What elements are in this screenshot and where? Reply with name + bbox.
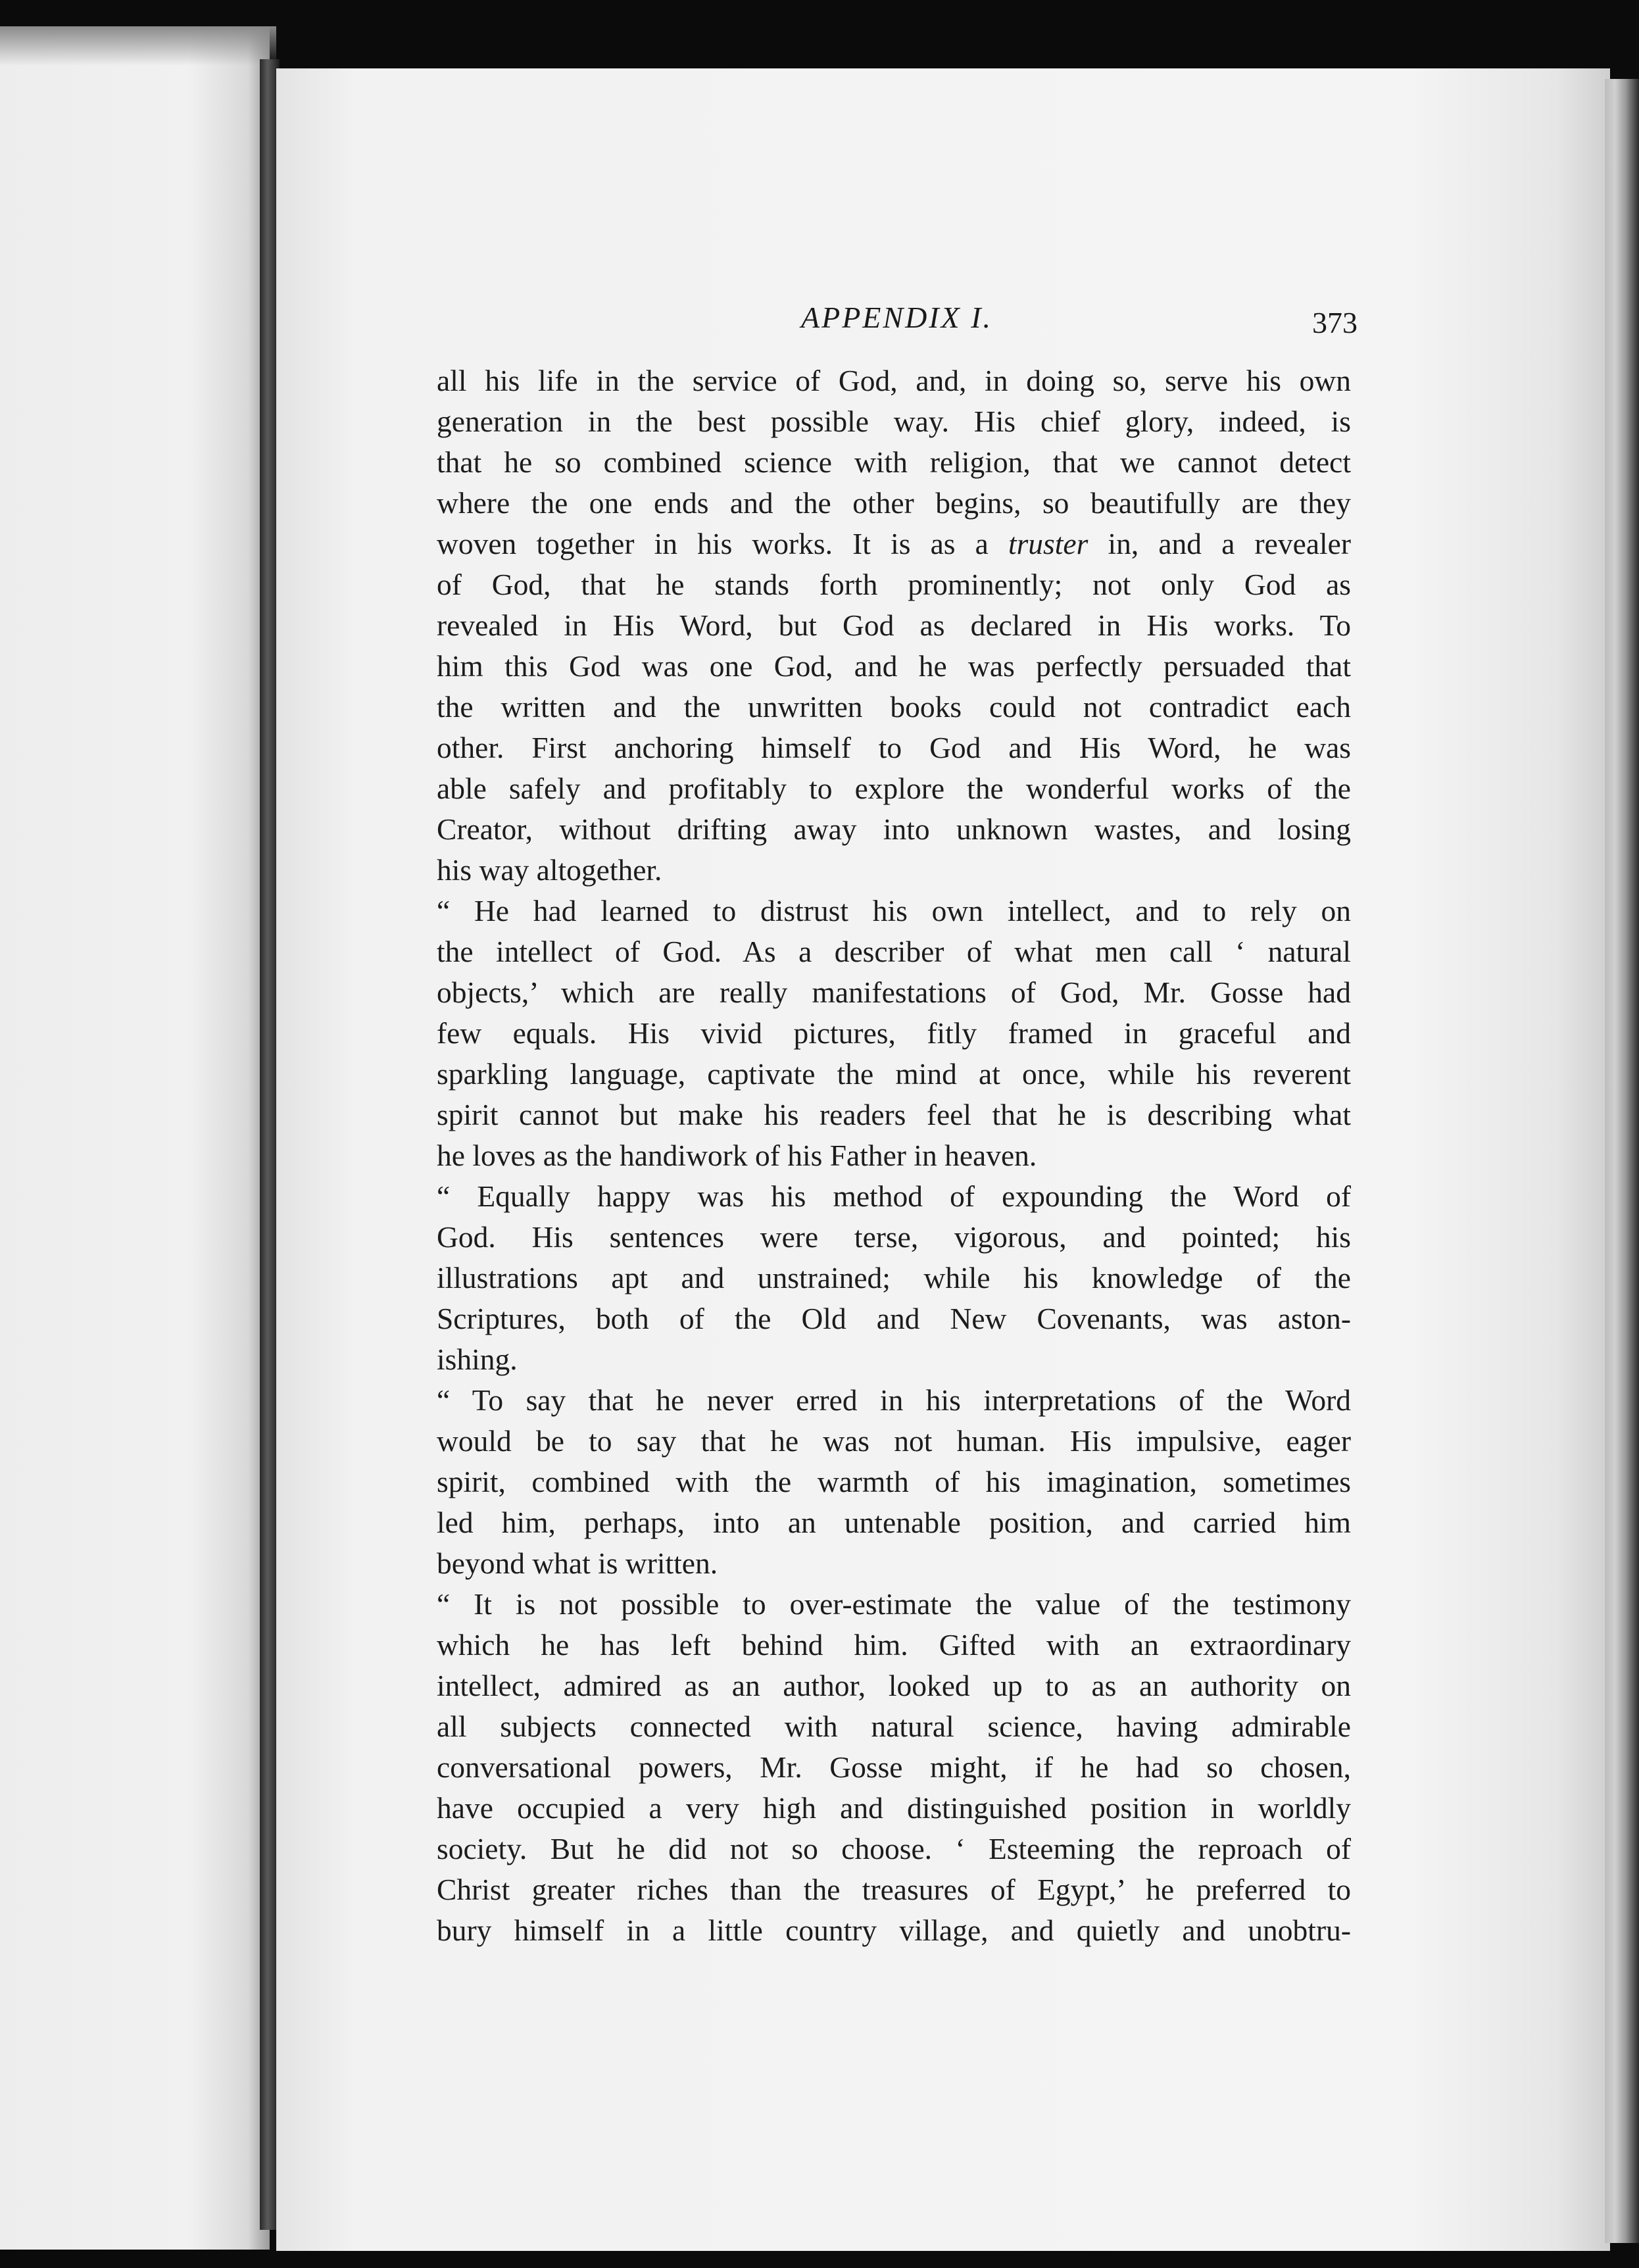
body-line: spirit, combined with the warmth of his imagination, sometimes bbox=[437, 1465, 1351, 1498]
body-line: objects,’ which are really manifestations of God, Mr. Gosse had bbox=[437, 975, 1351, 1009]
body-line: illustrations apt and unstrained; while his knowledge of the bbox=[437, 1261, 1351, 1294]
body-line: bury himself in a little country village, and quietly and unobtru- bbox=[437, 1913, 1351, 1947]
body-line: he loves as the handiwork of his Father in heaven. bbox=[437, 1139, 1037, 1172]
body-line: woven together in his works. It is as a truster in, and a revealer bbox=[437, 527, 1351, 560]
left-facing-page bbox=[0, 26, 270, 2250]
body-line: “ Equally happy was his method of expounding the Word of bbox=[437, 1179, 1351, 1213]
page-number: 373 bbox=[1312, 306, 1358, 339]
body-line: “ He had learned to distrust his own intellect, and to rely on bbox=[437, 894, 1351, 927]
body-line: Scriptures, both of the Old and New Covenants, was aston- bbox=[437, 1302, 1351, 1335]
body-line: all subjects connected with natural science, having admirable bbox=[437, 1710, 1351, 1743]
body-line: the written and the unwritten books could not contradict each bbox=[437, 690, 1351, 724]
body-line: of God, that he stands forth prominently; not only God as bbox=[437, 568, 1351, 601]
body-line: other. First anchoring himself to God and His Word, he was bbox=[437, 731, 1351, 764]
body-line: would be to say that he was not human. His impulsive, eager bbox=[437, 1424, 1351, 1458]
body-line: few equals. His vivid pictures, fitly framed in graceful and bbox=[437, 1016, 1351, 1050]
body-text bbox=[437, 360, 1351, 1951]
italic-word: truster bbox=[1008, 527, 1089, 560]
body-line: society. But he did not so choose. ‘ Esteeming the reproach of bbox=[437, 1832, 1351, 1865]
body-line: Christ greater riches than the treasures of Egypt,’ he preferred to bbox=[437, 1873, 1351, 1906]
body-line: “ To say that he never erred in his interpretations of the Word bbox=[437, 1383, 1351, 1417]
body-line: ishing. bbox=[437, 1343, 518, 1376]
body-line: where the one ends and the other begins, so beautifully are they bbox=[437, 486, 1351, 520]
body-line: his way altogether. bbox=[437, 853, 662, 887]
body-line: revealed in His Word, but God as declared in His works. To bbox=[437, 608, 1351, 642]
body-line: God. His sentences were terse, vigorous, and pointed; his bbox=[437, 1220, 1351, 1254]
body-line: which he has left behind him. Gifted with an extraordinary bbox=[437, 1628, 1351, 1662]
body-line: that he so combined science with religion, that we cannot detect bbox=[437, 445, 1351, 479]
running-title: APPENDIX I. bbox=[801, 301, 993, 334]
page-edge bbox=[1605, 79, 1639, 2243]
body-line: led him, perhaps, into an untenable position, and carried him bbox=[437, 1506, 1351, 1539]
body-line: conversational powers, Mr. Gosse might, if he had so chosen, bbox=[437, 1750, 1351, 1784]
left-page-top-shadow bbox=[0, 26, 276, 66]
body-line: have occupied a very high and distinguished position in worldly bbox=[437, 1791, 1351, 1825]
body-line: Creator, without drifting away into unknown wastes, and losing bbox=[437, 812, 1351, 846]
body-line: able safely and profitably to explore the wonderful works of the bbox=[437, 772, 1351, 805]
body-line: him this God was one God, and he was perfectly persuaded that bbox=[437, 649, 1351, 683]
body-line: “ It is not possible to over-estimate the value of the testimony bbox=[437, 1587, 1351, 1621]
body-line: the intellect of God. As a describer of what men call ‘ natural bbox=[437, 935, 1351, 968]
body-line: spirit cannot but make his readers feel that he is describing what bbox=[437, 1098, 1351, 1131]
body-line: generation in the best possible way. His chief glory, indeed, is bbox=[437, 405, 1351, 438]
body-line: intellect, admired as an author, looked up to as an authority on bbox=[437, 1669, 1351, 1702]
body-line: beyond what is written. bbox=[437, 1546, 718, 1580]
body-line: all his life in the service of God, and, in doing so, serve his own bbox=[437, 364, 1351, 397]
body-line: sparkling language, captivate the mind at once, while his reverent bbox=[437, 1057, 1351, 1091]
